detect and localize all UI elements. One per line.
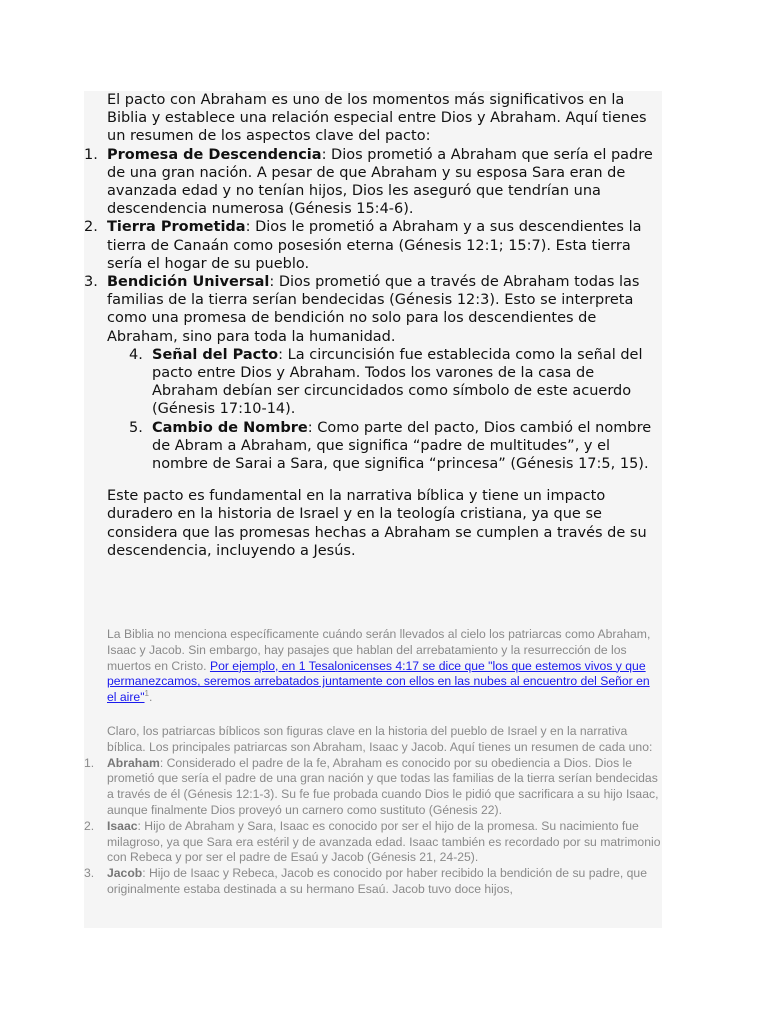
item-title: Promesa de Descendencia [107, 146, 322, 163]
list-item [84, 218, 662, 273]
item-title: Jacob [107, 866, 143, 881]
item-title: Abraham [107, 755, 160, 770]
list-item [84, 756, 662, 819]
paragraph-end: . [148, 690, 153, 705]
document-page [84, 91, 662, 928]
list-number: 4. [129, 346, 143, 363]
list-item [84, 273, 662, 346]
item-text: : Dios prometió que a través de Abraham todas las familias de la tierra serían bendecidas (Génesis 12:3). Esto se interpreta como una promesa de bendición no solo para los descendientes de Abraham, sino para toda la humanidad. [107, 274, 640, 345]
item-title: Cambio de Nombre [152, 419, 308, 436]
list-number: 1. [84, 146, 98, 163]
list-item [84, 819, 662, 866]
list-number: 2. [84, 818, 95, 833]
item-text: : Dios prometió a Abraham que sería el padre de una gran nación. A pesar de que Abraham y su esposa Sara eran de avanzada edad y no tenían hijos, Dios les aseguró que tendrían una descendencia numerosa (Génesis 15:4-6). [107, 146, 653, 218]
patriarchs-intro: Claro, los patriarcas bíblicos son figuras clave en la historia del pueblo de Israel y en la narrativa bíblica. Los principales patriarcas son Abraham, Isaac y Jacob. Aquí tienes un resumen de cada uno: [107, 723, 653, 754]
item-text: : Considerado el padre de la fe, Abraham es conocido por su obediencia a Dios. Dios le prometió que sería el padre de una gran nación y que todas las familias de la tierra serían bendecidas a través de él (Génesis 12:1-3). Su fe fue probada cuando Dios le pidió que sacrificara a su hijo Isaac, aunque finalmente Dios proveyó un carnero como sustituto (Génesis 22). [107, 755, 659, 817]
list-item [84, 866, 662, 898]
item-text: : Hijo de Isaac y Rebeca, Jacob es conocido por haber recibido la bendición de su padre, que originalmente estaba destinada a su hermano Esaú. Jacob tuvo doce hijos, [107, 866, 647, 896]
covenant-list [84, 146, 662, 346]
footnote-marker[interactable]: 1 [144, 689, 149, 699]
item-title: Señal del Pacto [152, 346, 279, 363]
rapture-paragraph [84, 627, 662, 706]
list-number: 1. [84, 755, 95, 770]
item-text: : La circuncisión fue establecida como la señal del pacto entre Dios y Abraham. Todos los varones de la casa de Abraham debían ser circuncidados como símbolo de este acuerdo (Génesis 17:10-14). [152, 346, 643, 418]
list-item [84, 419, 662, 474]
list-item [84, 346, 662, 419]
list-number: 3. [84, 866, 95, 881]
item-title: Tierra Prometida [107, 219, 246, 236]
item-text: : Dios le prometió a Abraham y a sus descendientes la tierra de Canaán como posesión eterna (Génesis 12:1; 15:7). Esta tierra sería el hogar de su pueblo. [107, 219, 642, 272]
list-number: 3. [84, 274, 98, 291]
item-title: Isaac [107, 818, 138, 833]
intro-paragraph: El pacto con Abraham es uno de los momentos más significativos en la Biblia y establece una relación especial entre Dios y Abraham. Aquí tienes un resumen de los aspectos clave del pacto: [107, 92, 647, 145]
item-title: Bendición Universal [107, 274, 270, 291]
covenant-section [84, 91, 662, 560]
paragraph-text: La Biblia no menciona específicamente cuándo serán llevados al cielo los patriarcas como Abraham, Isaac y Jacob. Sin embargo, hay pasajes que hablan del arrebatamiento y la resurrección de los muertos en Cristo. [107, 627, 651, 673]
item-text: : Hijo de Abraham y Sara, Isaac es conocido por ser el hijo de la promesa. Su nacimiento fue milagroso, ya que Sara era estéril y de avanzada edad. Isaac también es recordado por su matrimonio con Rebeca y por ser el padre de Esaú y Jacob (Génesis 21, 24-25). [107, 818, 661, 865]
list-number: 2. [84, 219, 98, 236]
item-text: : Como parte del pacto, Dios cambió el nombre de Abram a Abraham, que significa “padre de multitudes”, y el nombre de Sarai a Sara, que significa “princesa” (Génesis 17:5, 15). [152, 419, 652, 473]
thessalonians-link[interactable]: Por ejemplo, en 1 Tesalonicenses 4:17 se dice que "los que estemos vivos y que permanezcamos, seremos arrebatados juntamente con ellos en las nubes al encuentro del Señor en el aire" [107, 658, 650, 705]
closing-paragraph: Este pacto es fundamental en la narrativa bíblica y tiene un impacto duradero en la historia de Israel y en la teología cristiana, ya que se considera que las promesas hechas a Abraham se cumplen a través de su descendencia, incluyendo a Jesús. [107, 488, 647, 559]
patriarchs-section [84, 627, 662, 898]
list-number: 5. [129, 419, 143, 436]
list-item [84, 146, 662, 219]
covenant-sublist [84, 346, 662, 473]
patriarchs-list [84, 756, 662, 898]
